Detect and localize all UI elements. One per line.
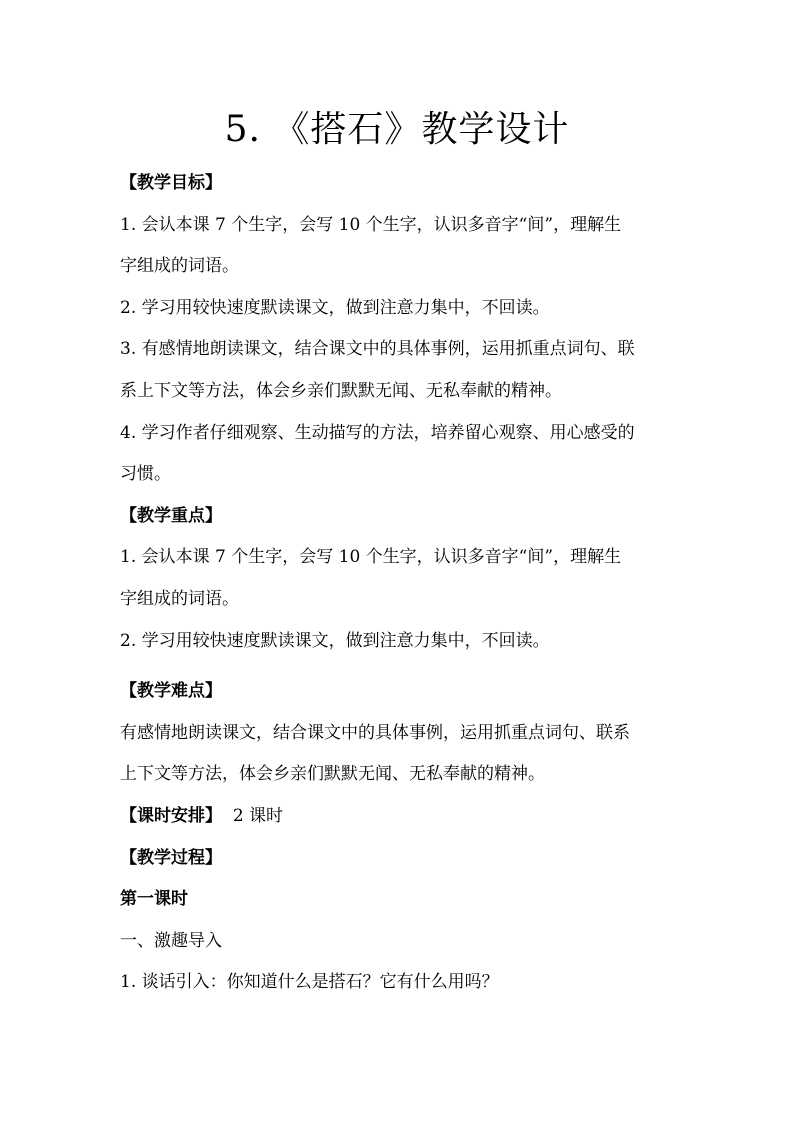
lesson-one-label: 第一课时 [120,889,188,910]
goals-heading: 【教学目标】 [120,173,222,193]
document-body [120,163,680,1004]
goals-line: 2. 学习用较快速度默读课文，做到注意力集中，不回读。 [120,297,550,318]
process-heading: 【教学过程】 [120,847,222,868]
schedule-row [120,796,680,838]
document-title: 5. 《搭石》教学设计 [224,109,570,150]
key-points-line: 1. 会认本课 7 个生字，会写 10 个生字，认识多音字“间”，理解生 [120,547,622,568]
intro-item: 1. 谈话引入：你知道什么是搭石？它有什么用吗？ [120,972,499,993]
difficulty-line: 上下文等方法，体会乡亲们默默无闻、无私奉献的精神。 [120,764,545,785]
section-gap [120,662,680,671]
goals-line: 3. 有感情地朗读课文，结合课文中的具体事例，运用抓重点词句、联 [120,339,635,360]
schedule-value: 2 课时 [232,805,284,826]
goals-line: 系上下文等方法，体会乡亲们默默无闻、无私奉献的精神。 [120,380,562,401]
key-points-line: 2. 学习用较快速度默读课文，做到注意力集中，不回读。 [120,630,550,651]
schedule-heading: 【课时安排】 [120,805,222,826]
goals-line: 习惯。 [120,464,171,485]
goals-line: 1. 会认本课 7 个生字，会写 10 个生字，认识多音字“间”，理解生 [120,214,622,235]
key-points-heading: 【教学重点】 [120,505,222,526]
part-one-label: 一、激趣导入 [120,930,222,951]
difficulty-heading: 【教学难点】 [120,681,222,702]
goals-line: 4. 学习作者仔细观察、生动描写的方法，培养留心观察、用心感受的 [120,422,635,443]
key-points-line: 字组成的词语。 [120,588,239,609]
difficulty-line: 有感情地朗读课文，结合课文中的具体事例，运用抓重点词句、联系 [120,722,630,743]
goals-line: 字组成的词语。 [120,256,239,277]
